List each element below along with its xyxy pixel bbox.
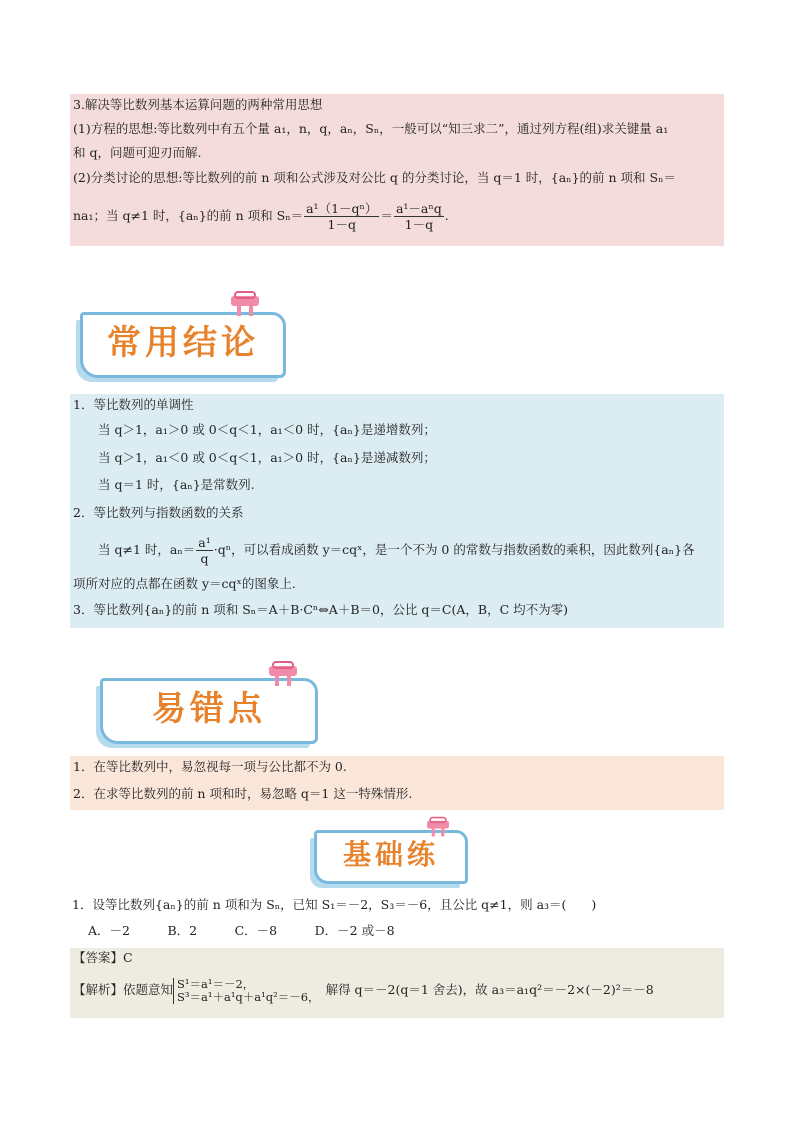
banner-title: 基础练 xyxy=(342,838,439,871)
method-line-1: (1)方程的思想:等比数列中有五个量 a₁，n，q，aₙ，Sₙ，一般可以“知三求二”，通过列方程(组)求关键量 a₁ xyxy=(73,121,669,136)
conclusion-2-line-1: 当 q≠1 时，aₙ＝ $\frac{\text{a¹}}{q}$ ·qⁿ，可以看成函数 y＝cqˣ，是一个不为 0 的常数与指数函数的乘积，因此数列{aₙ}各 xyxy=(98,535,695,566)
conclusion-1-line-3: 当 q＝1 时，{aₙ}是常数列. xyxy=(98,477,255,492)
analysis-line xyxy=(73,972,654,1008)
mistake-2: 2．在求等比数列的前 n 项和时，易忽略 q＝1 这一特殊情形. xyxy=(73,786,413,801)
paperclip-icon xyxy=(424,816,452,838)
conclusion-1-line-2: 当 q＞1，a₁＜0 或 0＜q＜1，a₁＞0 时，{aₙ}是递减数列； xyxy=(98,450,436,465)
question-options: A．－2 B．2 C．－8 D．－2 或－8 xyxy=(88,923,395,938)
question-stem: 1．设等比数列{aₙ}的前 n 项和为 Sₙ，已知 S₁＝－2，S₃＝－6，且公比 q≠1，则 a₃＝( ) xyxy=(72,897,597,912)
method-line-4-suffix: . xyxy=(444,208,449,223)
answer-label: 【答案】C xyxy=(73,950,133,965)
method-line-2: 和 q，问题可迎刃而解. xyxy=(73,145,202,160)
method-line-3: (2)分类讨论的思想:等比数列的前 n 项和公式涉及对公比 q 的分类讨论，当 q＝1 时，{aₙ}的前 n 项和 Sₙ＝ xyxy=(73,170,676,185)
conclusion-2-title: 2．等比数列与指数函数的关系 xyxy=(73,505,244,520)
sum-fraction-2: $\frac{\text{a¹－aⁿq}}{1-q}$ xyxy=(395,201,442,232)
mistake-1: 1．在等比数列中，易忽视每一项与公比都不为 0. xyxy=(73,759,347,774)
method-line-4 xyxy=(73,194,449,238)
method-heading: 3.解决等比数列基本运算问题的两种常用思想 xyxy=(73,97,323,112)
conclusion-1-line-1: 当 q＞1，a₁＞0 或 0＜q＜1，a₁＜0 时，{aₙ}是递增数列； xyxy=(98,422,436,437)
equals-sign: ＝ xyxy=(380,208,393,223)
mistakes-box xyxy=(70,756,724,810)
conclusion-2-line-2: 项所对应的点都在函数 y＝cqˣ的图象上. xyxy=(73,576,296,591)
paperclip-icon xyxy=(266,660,300,688)
sum-fraction-1: $\frac{\text{a¹（1－qⁿ）}}{1-q}$ xyxy=(306,201,378,232)
conclusion-3: 3．等比数列{aₙ}的前 n 项和 Sₙ＝A＋B·Cⁿ⇔A＋B＝0，公比 q＝C(A，B，C 均不为零) xyxy=(73,602,569,617)
banner-basic-practice xyxy=(314,830,468,884)
method-box xyxy=(70,94,724,246)
conclusion-1-title: 1．等比数列的单调性 xyxy=(73,397,194,412)
term-fraction: $\frac{\text{a¹}}{q}$ xyxy=(198,535,211,566)
answer-box xyxy=(70,948,724,1018)
banner-title: 易错点 xyxy=(152,689,266,729)
method-line-4-prefix: na₁；当 q≠1 时，{aₙ}的前 n 项和 Sₙ＝ xyxy=(73,208,304,223)
analysis-rest: 解得 q＝－2(q＝1 舍去)，故 a₃＝a₁q²＝－2×(－2)²＝－8 xyxy=(325,982,654,997)
analysis-label: 【解析】依题意知 xyxy=(73,982,174,997)
banner-common-conclusions xyxy=(80,312,286,378)
paperclip-icon xyxy=(228,290,262,318)
equation-system: S¹＝a¹＝－2， S³＝a¹＋a¹q＋a¹q²＝－6， xyxy=(173,978,320,1004)
banner-title: 常用结论 xyxy=(107,323,259,363)
conclusions-box xyxy=(70,394,724,628)
